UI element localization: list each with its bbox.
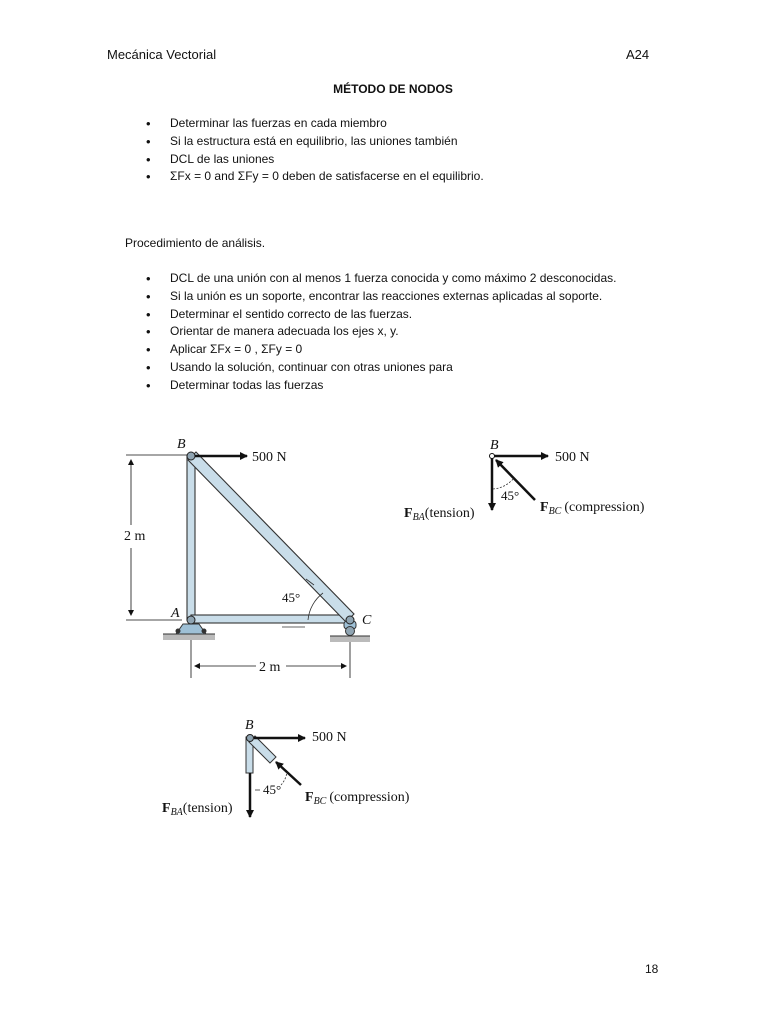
ground-c <box>330 636 370 642</box>
pin-support-a <box>176 624 206 634</box>
pin-joint-a <box>187 616 195 624</box>
page-title: MÉTODO DE NODOS <box>333 82 453 96</box>
member-bc <box>188 452 354 622</box>
pin-joint-b <box>187 452 195 460</box>
angle-arc <box>281 772 287 785</box>
bolt-icon <box>176 629 181 634</box>
roller-wheel-icon <box>346 627 355 636</box>
joint-label-c: C <box>362 613 372 628</box>
list-item: • DCL de las uniones <box>170 151 484 169</box>
height-dimension-label: 2 m <box>124 529 146 544</box>
list-item: • Si la estructura está en equilibrio, las uniones también <box>170 133 484 151</box>
list-item: • Aplicar ΣFx = 0 , ΣFy = 0 <box>170 341 616 359</box>
width-dimension-label: 2 m <box>259 660 281 675</box>
list-item: • Determinar las fuerzas en cada miembro <box>170 115 484 133</box>
fbc-label: $F_{BC}$ (compression) <box>305 790 410 807</box>
load-label: 500 N <box>252 450 287 465</box>
member-ac <box>191 615 349 623</box>
header-code: A24 <box>626 47 650 62</box>
list-item: • Determinar el sentido correcto de las fuerzas. <box>170 306 616 324</box>
pin-joint-b <box>247 735 254 742</box>
angle-label: 45° <box>501 488 520 503</box>
joint-point <box>490 454 495 459</box>
joint-label-b: B <box>490 438 499 453</box>
list-item: • Si la unión es un soporte, encontrar las reacciones externas aplicadas al soporte. <box>170 288 616 306</box>
procedure-heading: Procedimiento de análisis. <box>125 236 266 250</box>
ground-a <box>163 634 215 640</box>
fba-label: $F_{BA}(tension)$ <box>162 801 233 818</box>
list-item: • Determinar todas las fuerzas <box>170 377 616 395</box>
member-ab <box>187 455 195 620</box>
angle-label: 45° <box>282 590 301 605</box>
load-label: 500 N <box>555 450 590 465</box>
list-item: • Orientar de manera adecuada los ejes x, y. <box>170 323 616 341</box>
fbc-label: $F_{BC}$ (compression) <box>540 500 645 517</box>
fba-label: $F_{BA}(tension)$ <box>404 506 475 523</box>
truss-figure <box>124 437 372 678</box>
joint-label-b: B <box>177 437 186 452</box>
bolt-icon <box>202 629 207 634</box>
joint-label-b: B <box>245 718 254 733</box>
list-item: • ΣFx = 0 and ΣFy = 0 deben de satisfacerse en el equilibrio. <box>170 168 484 186</box>
angle-label: 45° <box>263 782 282 797</box>
header-course-title: Mecánica Vectorial <box>107 47 217 62</box>
list-item: • Usando la solución, continuar con otras uniones para <box>170 359 616 377</box>
fbd-figure-1 <box>404 438 645 523</box>
list-item: • DCL de una unión con al menos 1 fuerza conocida y como máximo 2 desconocidas. <box>170 270 616 288</box>
fbd-figure-2 <box>162 718 410 818</box>
joint-label-a: A <box>171 606 180 621</box>
pin-joint-c <box>346 616 354 624</box>
page-number: 18 <box>645 962 659 976</box>
load-label: 500 N <box>312 730 347 745</box>
